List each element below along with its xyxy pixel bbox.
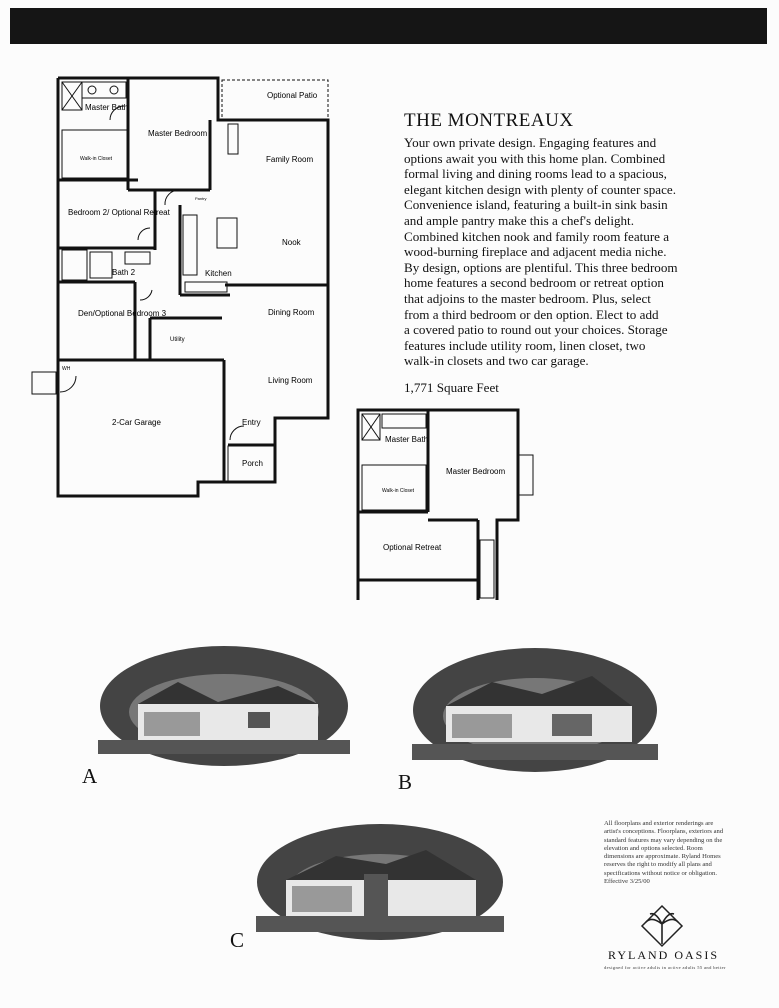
room-garage: 2-Car Garage <box>112 418 161 427</box>
disclaimer-text: All floorplans and exterior renderings are artist's conceptions. Floorplans, exteriors and standard features may vary depending on the elevation and options selected. Room dimensions are approximate. Ryland Homes reserves the right to modify all plans and specifications without notice or obligation. Effective 3/25/00 <box>604 820 724 886</box>
elevation-b-label: B <box>398 770 413 794</box>
room-porch: Porch <box>242 459 263 468</box>
opt-walkin-closet: Walk-in Closet <box>382 488 415 494</box>
room-master-bedroom: Master Bedroom <box>148 129 208 138</box>
desc-line: home features a second bedroom or retreat option <box>404 275 664 291</box>
elevation-c-label: C <box>230 928 245 952</box>
desc-line: Your own private design. Engaging features and <box>404 135 657 150</box>
room-walkin-closet: Walk-in Closet <box>80 156 113 162</box>
room-den: Den/Optional Bedroom 3 <box>78 309 167 318</box>
desc-line: a covered patio to round out your choices. Storage <box>404 322 668 338</box>
desc-line: that adjoins to the master bedroom. Plus, select <box>404 290 651 306</box>
elevation-c-rendering <box>256 820 504 946</box>
room-entry: Entry <box>242 418 261 427</box>
plan-description <box>404 135 734 369</box>
desc-line: features include utility room, linen closet, two <box>404 337 646 353</box>
room-bedroom2: Bedroom 2/ Optional Retreat <box>68 208 170 217</box>
desc-line: and ample pantry make this a chef's delight. <box>404 212 634 228</box>
room-nook: Nook <box>282 238 301 247</box>
room-bath2: Bath 2 <box>112 268 136 277</box>
elevation-b-rendering <box>412 642 658 778</box>
desc-line: By design, options are plentiful. This three bedroom <box>404 259 678 275</box>
desc-line: elegant kitchen design with plenty of counter space. <box>404 181 676 197</box>
desc-line: options await you with this home plan. Combined <box>404 150 666 166</box>
opt-master-bedroom: Master Bedroom <box>446 467 506 476</box>
elevation-a-label: A <box>82 764 98 788</box>
page-title: THE MONTREAUX <box>404 110 574 131</box>
room-wh: WH <box>62 366 71 372</box>
room-family-room: Family Room <box>266 155 314 164</box>
room-kitchen: Kitchen <box>205 269 232 278</box>
room-utility: Utility <box>170 337 185 343</box>
room-master-bath: Master Bath <box>85 103 129 112</box>
ryland-palm-logo-icon <box>640 904 684 948</box>
room-pantry: Pantry <box>195 196 207 201</box>
opt-master-bath: Master Bath <box>385 435 429 444</box>
opt-optional-retreat: Optional Retreat <box>383 543 442 552</box>
brand-tagline: designed for active adults in active adults 55 and better <box>604 965 726 970</box>
room-living-room: Living Room <box>268 376 313 385</box>
brand-name: RYLAND OASIS <box>608 948 720 962</box>
desc-line: Combined kitchen nook and family room feature a <box>404 228 670 244</box>
desc-line: formal living and dining rooms lead to a spacious, <box>404 166 667 182</box>
square-footage: 1,771 Square Feet <box>404 380 499 395</box>
room-dining-room: Dining Room <box>268 308 315 317</box>
desc-line: walk-in closets and two car garage. <box>404 353 589 369</box>
elevation-a-rendering <box>98 642 350 770</box>
room-optional-patio: Optional Patio <box>267 91 318 100</box>
desc-line: Convenience island, featuring a built-in sink basin <box>404 197 668 213</box>
desc-line: wood-burning fireplace and adjacent media niche. <box>404 244 667 260</box>
desc-line: from a third bedroom or den option. Elect to add <box>404 306 659 322</box>
